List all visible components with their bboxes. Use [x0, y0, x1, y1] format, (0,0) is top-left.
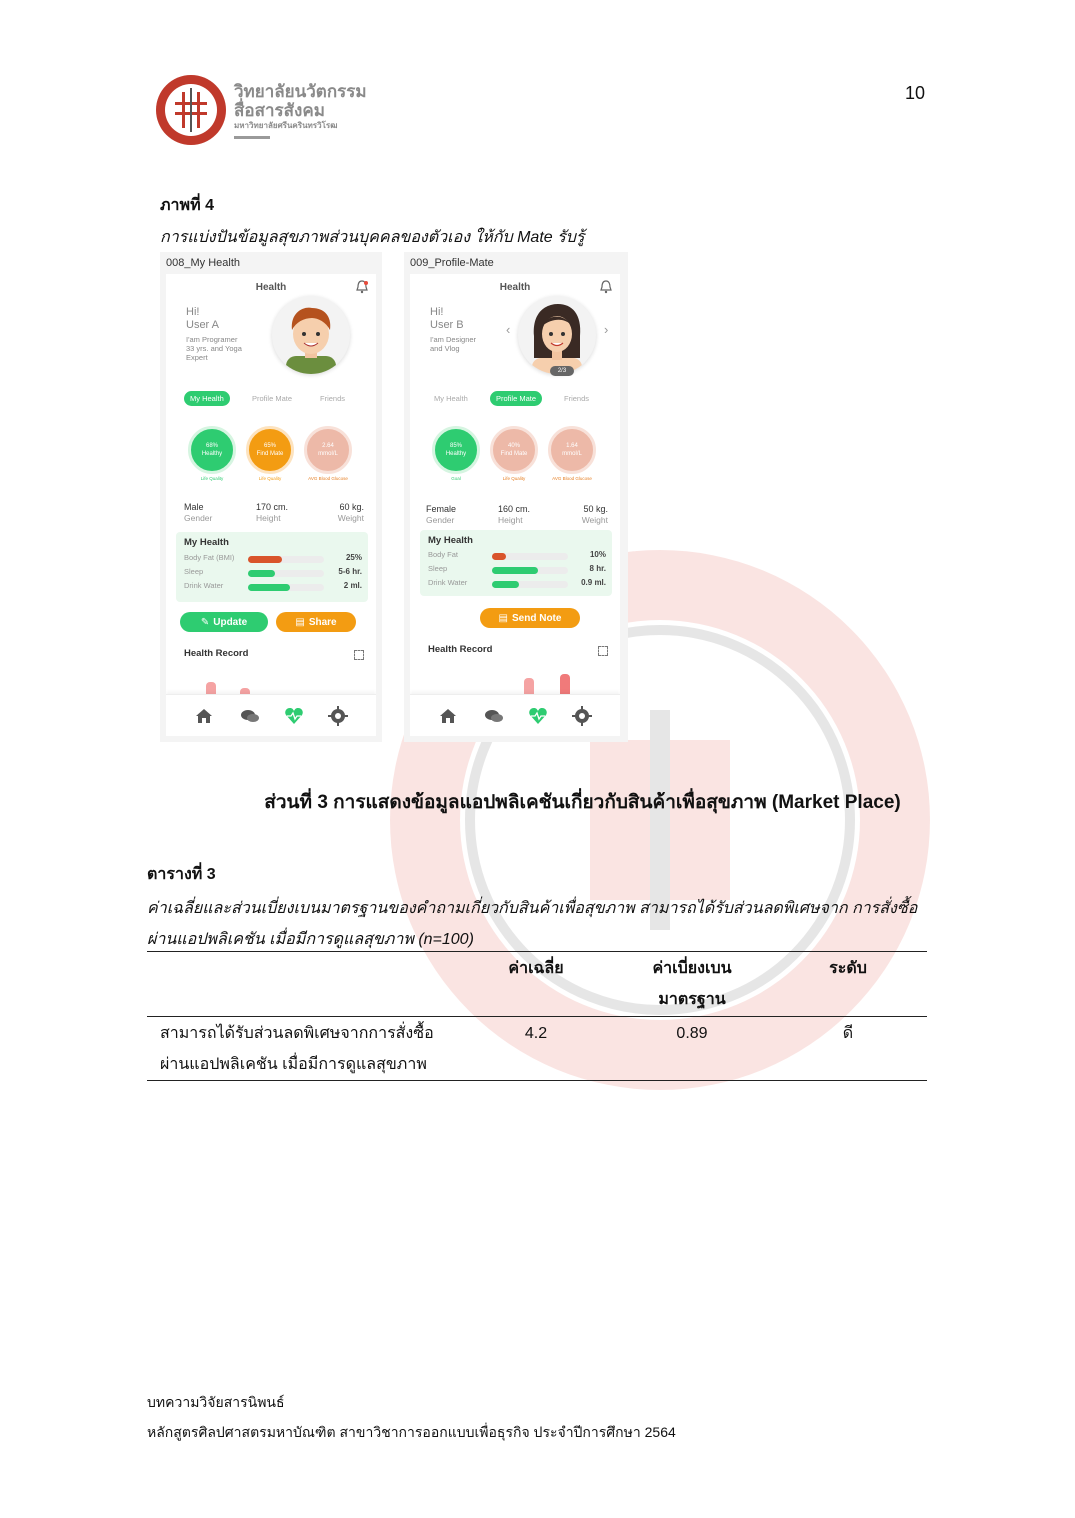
stat-value: 170 cm. [256, 502, 289, 512]
institution-line-3: มหาวิทยาลัยศรีนครินทรวิโรฒ [234, 121, 338, 130]
bio-line: and Vlog [430, 344, 460, 353]
circle-caption: AVG Blood Glucose [552, 476, 592, 481]
stat-label: Height [498, 515, 523, 525]
stat-circle [490, 426, 538, 474]
stat-value: Male [184, 502, 204, 512]
chevron-right-icon[interactable]: › [604, 322, 609, 337]
figure-label: ภาพที่ 4 [160, 197, 214, 214]
circle-label: Healthy [201, 451, 223, 457]
bell-icon[interactable] [356, 280, 368, 294]
health-row-label: Body Fat [428, 550, 459, 559]
tab-my-health[interactable]: My Health [434, 394, 468, 403]
circle-label: mmol/L [318, 451, 338, 457]
health-row [428, 564, 606, 576]
health-row [184, 553, 362, 565]
health-summary-box [176, 532, 368, 602]
expand-icon[interactable] [354, 650, 364, 660]
circle-label: Find Mate [500, 451, 528, 457]
circle-value: 65% [263, 443, 276, 449]
progress-fill [248, 584, 290, 591]
progress-track [492, 553, 568, 560]
stat-circle [432, 426, 480, 474]
circle-value: 40% [507, 443, 520, 449]
circle-label: mmol/L [562, 451, 582, 457]
record-chart-bar [560, 674, 570, 696]
figure-caption: การแบ่งปันข้อมูลสุขภาพส่วนบุคคลของตัวเอง ให้กับ Mate รับรู้ [160, 229, 585, 246]
health-row-label: Sleep [184, 567, 204, 576]
circle-caption: Life Quality [200, 476, 224, 481]
avatar-user-b [518, 296, 596, 374]
avatar-user-a [272, 296, 350, 374]
chat-icon[interactable] [240, 706, 260, 726]
health-summary-box [420, 530, 612, 596]
mockup-title: 008_My Health [166, 257, 240, 269]
stat-height [498, 504, 530, 526]
health-box-title: My Health [428, 535, 473, 546]
table-cell-level: ดี [842, 1025, 854, 1042]
tab-bar [428, 391, 608, 407]
user-bio [430, 335, 476, 353]
table-cell-sd: 0.89 [676, 1025, 708, 1042]
button-label: Update [213, 616, 248, 628]
phone-screen [166, 274, 376, 736]
home-icon[interactable] [194, 706, 214, 726]
health-record-title: Health Record [184, 648, 249, 659]
tab-profile-mate[interactable]: Profile Mate [490, 391, 542, 406]
stat-circle [304, 426, 352, 474]
stat-gender [184, 502, 212, 524]
health-row-label: Drink Water [428, 578, 468, 587]
table-header-sd: ค่าเบี่ยงเบน มาตรฐาน [652, 960, 732, 1008]
user-bio [186, 335, 242, 362]
button-label: Share [308, 616, 337, 628]
circle-value: 2.64 [322, 443, 334, 449]
tab-bar [184, 391, 364, 407]
pager-badge: 2/3 [550, 366, 574, 376]
greeting-text: Hi! [186, 306, 200, 318]
screen-header: Health [255, 282, 287, 293]
health-row [428, 578, 606, 590]
progress-fill [248, 556, 282, 563]
stat-label: Weight [337, 513, 364, 523]
tab-profile-mate[interactable]: Profile Mate [252, 394, 293, 403]
health-record-title: Health Record [428, 644, 493, 655]
table-header-rule [147, 1016, 927, 1017]
heart-pulse-icon[interactable] [528, 706, 548, 726]
stat-circle [246, 426, 294, 474]
stat-value: 60 kg. [339, 502, 364, 512]
circle-caption: Life Quality [258, 476, 282, 481]
chevron-left-icon[interactable]: ‹ [506, 322, 511, 337]
greeting-text: Hi! [430, 306, 444, 318]
health-box-title: My Health [184, 537, 229, 548]
progress-fill [492, 581, 519, 588]
circle-label: Find Mate [256, 451, 284, 457]
page-number: 10 [905, 83, 926, 103]
progress-track [492, 581, 568, 588]
progress-track [492, 567, 568, 574]
share-button[interactable] [276, 612, 356, 632]
circle-caption: Life Quality [502, 476, 526, 481]
phone-screen [410, 274, 620, 736]
bio-line: Expert [186, 353, 208, 362]
health-row-label: Drink Water [184, 581, 224, 590]
stat-label: Gender [184, 513, 213, 523]
progress-fill [492, 553, 506, 560]
bell-icon[interactable] [600, 280, 612, 294]
progress-track [248, 556, 324, 563]
health-row-value: 5-6 hr. [338, 567, 362, 576]
table-caption: ค่าเฉลี่ยและส่วนเบี่ยงเบนมาตรฐานของคำถามเกี่ยวกับสินค้าเพื่อสุขภาพ สามารถได้รับส่วนลดพิเศษจาก การสั่งซื้อผ่านแอปพลิเคชัน เมื่อมีการดูแลสุขภาพ (n=100) [147, 900, 918, 948]
health-row [184, 581, 362, 593]
circle-label: Healthy [445, 451, 467, 457]
table-cell-mean: 4.2 [524, 1025, 548, 1042]
table-label: ตารางที่ 3 [147, 866, 216, 883]
stat-value: 50 kg. [583, 504, 608, 514]
note-icon: ▤ [295, 616, 305, 628]
greeting-block [186, 306, 242, 362]
home-icon[interactable] [438, 706, 458, 726]
user-name: User A [186, 319, 220, 331]
health-row-value: 8 hr. [589, 564, 606, 573]
chat-icon[interactable] [484, 706, 504, 726]
stat-label: Weight [581, 515, 608, 525]
health-row-label: Body Fat (BMI) [184, 553, 235, 562]
table-header-level: ระดับ [829, 960, 867, 977]
health-row-label: Sleep [428, 564, 448, 573]
stat-value: Female [426, 504, 457, 514]
bottom-nav [166, 694, 376, 736]
gear-icon[interactable] [572, 706, 592, 726]
expand-icon[interactable] [598, 646, 608, 656]
gear-icon[interactable] [328, 706, 348, 726]
stat-value: 160 cm. [498, 504, 531, 514]
progress-track [248, 570, 324, 577]
progress-fill [492, 567, 538, 574]
stat-circle [548, 426, 596, 474]
bottom-nav [410, 694, 620, 736]
tab-friends[interactable]: Friends [564, 394, 590, 403]
health-row-value: 25% [345, 553, 362, 562]
institution-line-2: สื่อสารสังคม [234, 101, 325, 120]
table-bottom-rule [147, 1080, 927, 1081]
heart-pulse-icon[interactable] [284, 706, 304, 726]
send-note-button[interactable] [480, 608, 580, 628]
circle-caption: Goal [451, 476, 461, 481]
user-name: User B [430, 319, 464, 331]
stat-gender [426, 504, 456, 526]
button-label: Send Note [512, 612, 562, 624]
health-row-value: 0.9 ml. [581, 578, 606, 587]
health-row-value: 2 ml. [343, 581, 362, 590]
institution-name [234, 82, 367, 139]
circle-value: 1.64 [566, 443, 578, 449]
update-button[interactable] [180, 612, 268, 632]
bio-line: I'am Designer [430, 335, 477, 344]
table-header-mean: ค่าเฉลี่ย [508, 960, 564, 977]
footer-line-1: บทความวิจัยสารนิพนธ์ [147, 1394, 285, 1410]
greeting-block [430, 306, 476, 353]
stat-label: Gender [426, 515, 455, 525]
tab-my-health[interactable]: My Health [184, 391, 230, 406]
circle-value: 85% [449, 443, 462, 449]
bio-line: I'am Programer [186, 335, 238, 344]
health-row [184, 567, 362, 579]
bio-line: 33 yrs. and Yoga [186, 344, 242, 353]
mockup-title: 009_Profile-Mate [410, 257, 494, 269]
footer-line-2: หลักสูตรศิลปศาสตรมหาบัณฑิต สาขาวิชาการออกแบบเพื่อธุรกิจ ประจำปีการศึกษา 2564 [147, 1424, 676, 1440]
logo-underline [234, 136, 270, 139]
health-row [428, 550, 606, 562]
institution-line-1: วิทยาลัยนวัตกรรม [234, 82, 367, 101]
table-top-rule [147, 951, 927, 952]
stat-label: Height [256, 513, 281, 523]
mockup-my-health [160, 252, 382, 742]
progress-track [248, 584, 324, 591]
stat-height [256, 502, 288, 524]
circle-caption: AVG Blood Glucose [308, 476, 348, 481]
section-heading: ส่วนที่ 3 การแสดงข้อมูลแอปพลิเคชันเกี่ยวกับสินค้าเพื่อสุขภาพ (Market Place) [264, 792, 901, 813]
progress-fill [248, 570, 275, 577]
screen-header: Health [499, 282, 531, 293]
note-icon: ▤ [498, 612, 508, 624]
university-logo [155, 74, 227, 146]
tab-friends[interactable]: Friends [320, 394, 346, 403]
circle-value: 68% [205, 443, 218, 449]
table-cell-item: สามารถได้รับส่วนลดพิเศษจากการสั่งซื้อ ผ่านแอปพลิเคชัน เมื่อมีการดูแลสุขภาพ [160, 1025, 434, 1073]
health-row-value: 10% [589, 550, 606, 559]
stat-circle [188, 426, 236, 474]
edit-icon: ✎ [200, 616, 210, 628]
mockup-profile-mate [404, 252, 628, 742]
stat-weight [582, 504, 608, 526]
stat-weight [338, 502, 364, 524]
